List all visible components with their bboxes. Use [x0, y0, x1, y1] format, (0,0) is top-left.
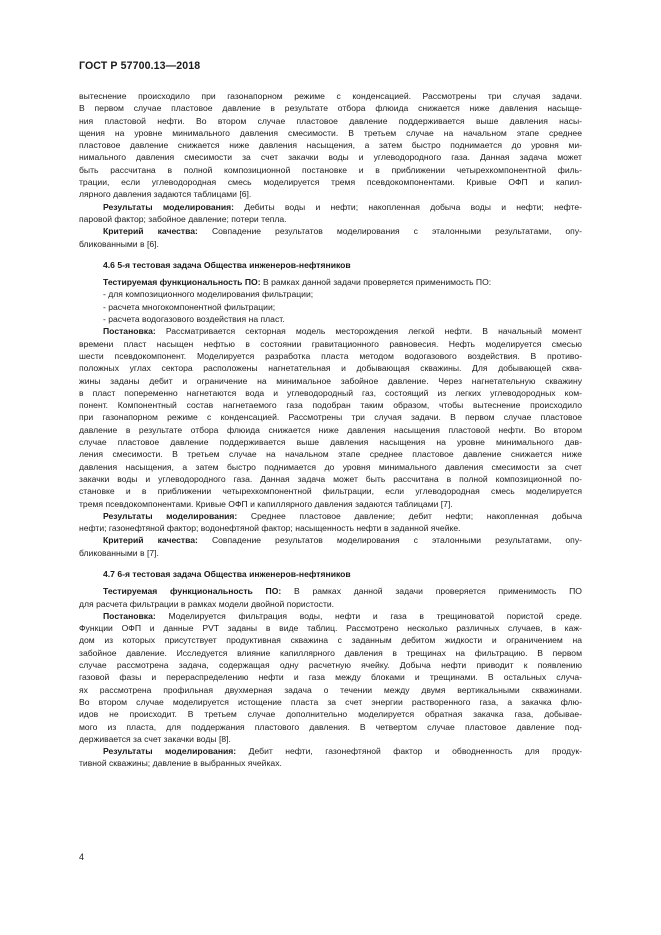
text-line: тивной скважины; давление в выбранных ячейках.: [79, 758, 282, 769]
results-label: Результаты моделирования:: [103, 746, 237, 757]
intro-paragraph: [79, 90, 582, 201]
s47-functionality: Тестируемая функциональность ПО: В рамках данной задачи проверяется применимость ПО: [103, 586, 582, 597]
text-line: вытеснение происходило при газонапорном режиме с конденсацией. Рассмотрены три случая задачи.: [79, 91, 582, 101]
list-item: - расчета водогазового воздействия на пласт.: [103, 314, 285, 325]
list-item: - для композиционного моделирования фильтрации;: [103, 289, 314, 300]
text-line: Функции ОФП и данные PVT заданы в виде таблиц. Рассмотрено несколько различных случаев, в каж-: [79, 623, 582, 634]
text-line: бликованными в [7].: [79, 547, 159, 558]
s46-setup: Постановка: Рассматривается секторная модель месторождения легкой нефти. В начальный момент: [103, 326, 582, 337]
s47-results: Результаты моделирования: Дебит нефти, газонефтяной фактор и обводненность для продук-: [103, 746, 582, 757]
text-line: дом из которых присутствует продуктивная скважина с заданным дебитом жидкости и ограничением на: [79, 635, 582, 646]
text-line: паровой фактор; забойное давление; потери тепла.: [79, 213, 287, 224]
text-line: нимального давления смесимости за счет закачки воды и углеводородного газа. Данная задача может: [79, 152, 582, 163]
text-line: лярного давления задаются таблицами [6].: [79, 189, 252, 200]
text-line: при газонапорном режиме с конденсацией. Рассмотрены три случая задачи. В первом случае пластовое: [79, 412, 582, 423]
text-line: трации, если углеводородная смесь моделируется тремя псевдокомпонентами. Кривые ОФП и капил-: [79, 177, 582, 188]
text-line: нефти; газонефтяной фактор; водонефтяной фактор; насыщенность нефти в заданной ячейке.: [79, 523, 461, 534]
text-line: ления смесимости. В третьем случае на начальном этапе среднее пластовое давление снижается ниже: [79, 449, 582, 460]
section-heading-4-6: 4.6 5-я тестовая задача Общества инженеров-нефтяников: [103, 259, 351, 270]
s47-setup: Постановка: Моделируется фильтрация воды, нефти и газа в трещиноватой пористой среде.: [103, 610, 582, 621]
text-line: жины заданы дебит и ограничение на минимальное забойное давление. Через нагнетательную скважину: [79, 375, 582, 386]
text-line: В первом случае пластовое давление в результате отбора флюида снижается ниже давления насыще-: [79, 103, 582, 114]
text-line: ях рассмотрена профильная двухмерная задача о течении между двумя вертикальными скважинами.: [79, 684, 582, 695]
results-label: Результаты моделирования:: [103, 510, 238, 521]
s46-functionality: Тестируемая функциональность ПО: В рамках данной задачи проверяется применимость ПО:: [103, 277, 492, 288]
list-item: - расчета многокомпонентной фильтрации;: [103, 301, 276, 312]
criterion-label: Критерий качества:: [103, 226, 198, 237]
s46-results: Результаты моделирования: Среднее пластовое давление; дебит нефти; накопленная добыча: [103, 510, 582, 521]
text-line: газовой фазы и перераспределению нефти и газа между блоками и трещинами. В остальных случа-: [79, 672, 582, 683]
spacer: [79, 250, 582, 259]
text-line: понент. Компонентный состав нагнетаемого газа подобран таким образом, чтобы вытеснение происходило: [79, 400, 582, 411]
text-line: в пласт попеременно нагнетаются вода и углеводородный газ, состоящий из легких углеводородных ком-: [79, 387, 582, 398]
s46-criterion: Критерий качества: Совпадение результатов моделирования с эталонными результатами, опу-: [103, 535, 582, 546]
intro-criterion: Критерий качества: Совпадение результатов моделирования с эталонными результатами, опу-: [103, 226, 582, 237]
document-body: [79, 90, 582, 770]
page-number: 4: [79, 852, 85, 862]
text-line: тремя псевдокомпонентами. Кривые ОФП и капиллярного давления задаются таблицами [7].: [79, 498, 453, 509]
text-line: для расчета фильтрации в рамках модели двойной пористости.: [79, 598, 335, 609]
text-line: случае пластовое давление поддерживается выше давления насыщения на уровне минимального дав-: [79, 437, 582, 448]
spacer: [79, 559, 582, 568]
text-line: держивается за счет закачки воды [8].: [79, 733, 231, 744]
functionality-label: Тестируемая функциональность ПО:: [103, 277, 261, 288]
intro-results: Результаты моделирования: Дебиты воды и нефти; накопленная добыча воды и нефти; нефте-: [103, 201, 582, 212]
text-line: мого из пласта, для поддержания пластового давления. В четвертом случае пластовое давление под-: [79, 721, 582, 732]
text-line: случае рассмотрена задача, содержащая одну расчетную ячейку. Добыча нефти приводит к появлению: [79, 660, 582, 671]
setup-label: Постановка:: [103, 326, 156, 337]
text-line: щения на уровне минимального давления смесимости. В третьем случае на начальном этапе среднее: [79, 127, 582, 138]
section-heading-4-7: 4.7 6-я тестовая задача Общества инженеров-нефтяников: [103, 568, 351, 579]
text-line: положных углах сектора расположены нагнетательная и добывающая скважины. Для добывающей сква-: [79, 363, 582, 374]
results-label: Результаты моделирования:: [103, 201, 234, 212]
text-line: быть рассчитана в полной композиционной постановке и в приближении четырехкомпонентной филь-: [79, 164, 582, 175]
text-line: пластовое давление снижается ниже давления насыщения, а затем быстро поднимается до уровня ми-: [79, 140, 582, 151]
text-line: давление в результате отбора флюида снижается ниже давления насыщения пластовой нефти. Во втором: [79, 424, 582, 435]
text-line: Во втором случае моделируется истощение пласта за счет энергии растворенного газа, а закачка флю-: [79, 696, 582, 707]
text-line: времени пласт насыщен нефтью в состоянии гравитационного равновесия. Нефть моделируется смесью: [79, 338, 582, 349]
text-line: давления насыщения, а затем быстро поднимается до уровня минимального давления смесимости за счет: [79, 461, 582, 472]
text-line: забойное давление. Исследуется влияние капиллярного давления в трещинах на фильтрацию. В первом: [79, 647, 582, 658]
text-line: закачки воды и углеводородного газа. Данная задача может быть рассчитана в полной композиционной по-: [79, 473, 582, 484]
text-line: идов не происходит. В третьем случае дополнительно моделируется обратная закачка газа, добывае-: [79, 709, 582, 720]
text-line: бликованными в [6].: [79, 238, 159, 249]
text-line: ния пластовой нефти. Во втором случае пластовое давление поддерживается выше давления насы-: [79, 115, 582, 126]
functionality-label: Тестируемая функциональность ПО:: [103, 586, 282, 597]
text-line: шести псевдокомпонент. Моделируется разработка пласта методом водогазового воздействия. В противо-: [79, 350, 582, 361]
criterion-label: Критерий качества:: [103, 535, 198, 546]
text-line: становке и в приближении четырехкомпонентной фильтрации, если углеводородная смесь моделируется: [79, 486, 582, 497]
document-header: ГОСТ Р 57700.13—2018: [79, 60, 201, 72]
setup-label: Постановка:: [103, 610, 156, 621]
